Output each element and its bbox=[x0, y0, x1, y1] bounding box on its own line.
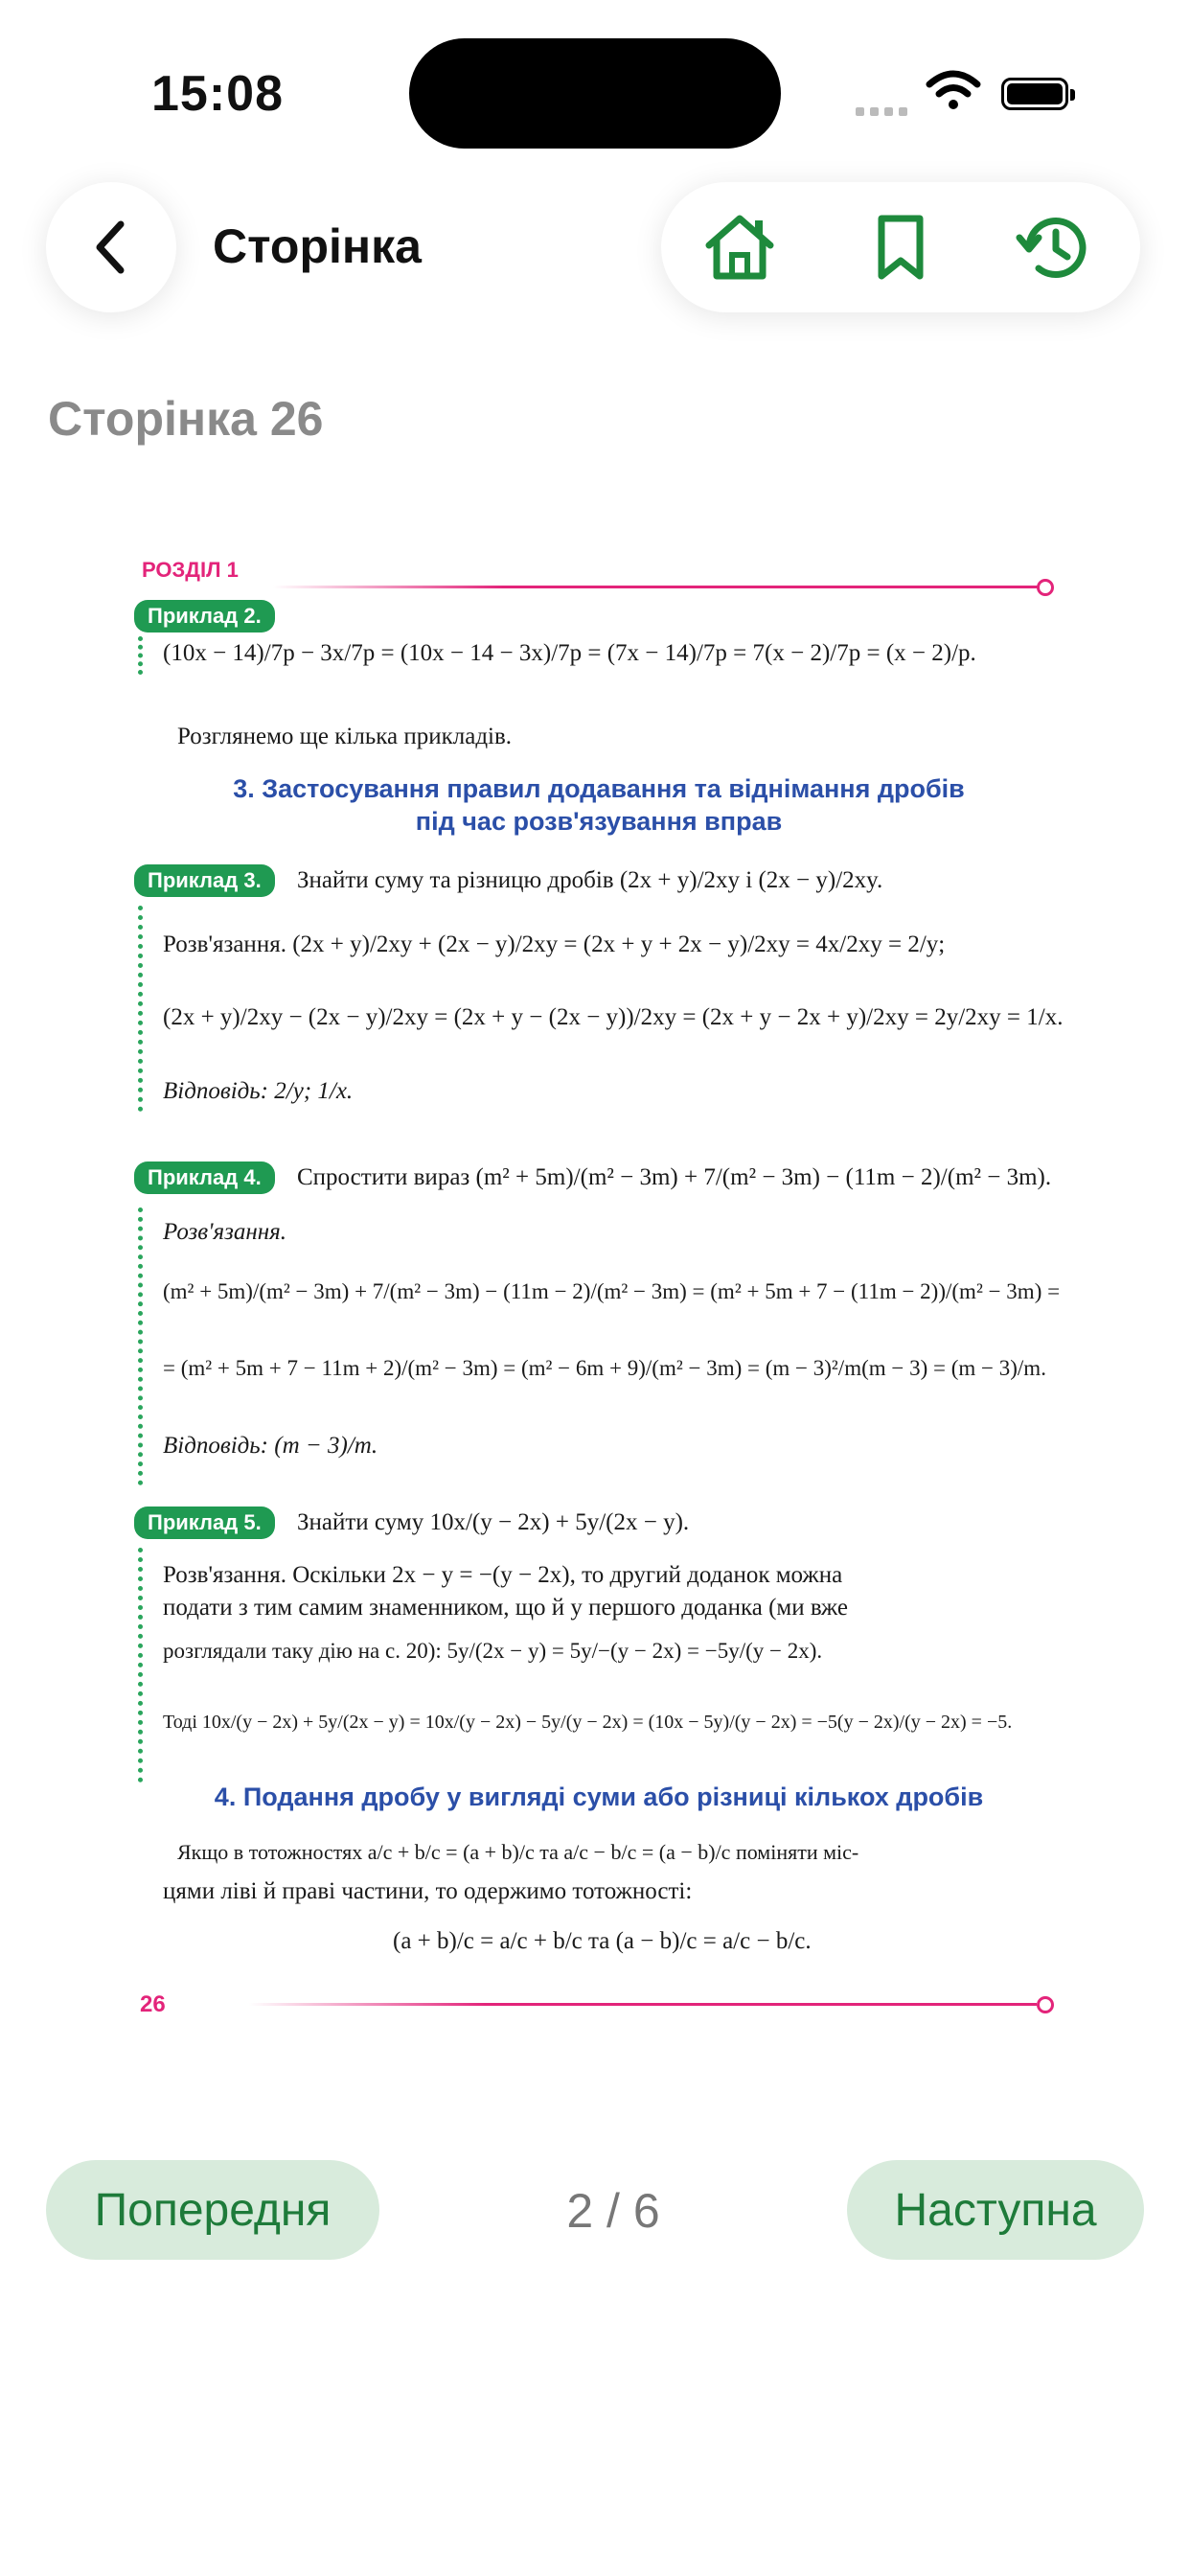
top-divider-dot bbox=[1037, 579, 1054, 596]
bottom-divider bbox=[249, 2003, 1037, 2006]
page-label: Сторінка 26 bbox=[48, 392, 324, 446]
chevron-left-icon bbox=[92, 218, 130, 276]
previous-button[interactable]: Попередня bbox=[46, 2160, 379, 2260]
example4-line1: (m² + 5m)/(m² − 3m) + 7/(m² − 3m) − (11m − 2)/(m² − 3m) = (m² + 5m + 7 − (11m − 2))/(m² − 3m) = bbox=[163, 1279, 1061, 1303]
para2: цями ліві й праві частини, то одержимо тотожності: bbox=[163, 1878, 693, 1904]
heading3-line2: під час розв'язування вправ bbox=[415, 807, 783, 836]
back-button[interactable] bbox=[46, 182, 176, 312]
history-button[interactable] bbox=[1016, 209, 1092, 286]
wifi-icon bbox=[926, 69, 981, 116]
cellular-signal-icon bbox=[856, 104, 913, 121]
history-icon bbox=[1016, 209, 1092, 286]
top-divider bbox=[273, 586, 1040, 588]
bottom-divider-dot bbox=[1037, 1996, 1054, 2013]
battery-icon bbox=[1001, 78, 1068, 110]
heading4: 4. Подання дробу у вигляді суми або різниці кількох дробів bbox=[214, 1782, 984, 1811]
example5-task: Знайти суму 10x/(y − 2x) + 5y/(2x − y). bbox=[297, 1509, 690, 1535]
example4-task: Спростити вираз (m² + 5m)/(m² − 3m) + 7/(m² − 3m) − (11m − 2)/(m² − 3m). bbox=[297, 1164, 1052, 1190]
page-counter: 2 / 6 bbox=[566, 2184, 660, 2238]
dynamic-island bbox=[409, 38, 781, 149]
status-time: 15:08 bbox=[151, 66, 284, 122]
example5-text4: Тоді 10x/(y − 2x) + 5y/(2x − y) = 10x/(y − 2x) − 5y/(y − 2x) = (10x − 5y)/(y − 2x) = −5(y − 2x)/(y − 2x) = −5. bbox=[163, 1712, 1013, 1733]
home-icon bbox=[701, 213, 778, 282]
example2-line1: (10x − 14)/7p − 3x/7p = (10x − 14 − 3x)/7p = (7x − 14)/7p = 7(x − 2)/7p = (x − 2)/p. bbox=[163, 640, 976, 666]
example2-line2: Розглянемо ще кілька прикладів. bbox=[177, 724, 513, 749]
example4-solution-label: Розв'язання. bbox=[163, 1219, 287, 1245]
book-page-number: 26 bbox=[140, 1991, 166, 2017]
example3-task: Знайти суму та різницю дробів (2x + y)/2xy і (2x − y)/2xy. bbox=[297, 867, 883, 893]
bookmark-icon bbox=[874, 213, 927, 282]
para1: Якщо в тотожностях a/c + b/c = (a + b)/c та a/c − b/c = (a − b)/c поміняти міс- bbox=[177, 1840, 859, 1864]
example4-line2: = (m² + 5m + 7 − 11m + 2)/(m² − 3m) = (m² − 6m + 9)/(m² − 3m) = (m − 3)²/m(m − 3) = (m − 3)/m. bbox=[163, 1356, 1046, 1380]
example5-label: Приклад 5. bbox=[134, 1506, 275, 1539]
book-page-image bbox=[134, 537, 1064, 2032]
example2-label: Приклад 2. bbox=[134, 600, 275, 632]
example2-dots bbox=[138, 636, 143, 675]
next-button[interactable]: Наступна bbox=[847, 2160, 1144, 2260]
example3-solution2: (2x + y)/2xy − (2x − y)/2xy = (2x + y − (2x − y))/2xy = (2x + y − 2x + y)/2xy = 2y/2xy = 1/x. bbox=[163, 1004, 1064, 1030]
example5-text1: Розв'язання. Оскільки 2x − y = −(y − 2x), то другий доданок можна bbox=[163, 1562, 843, 1588]
example3-solution1: Розв'язання. (2x + y)/2xy + (2x − y)/2xy = (2x + y + 2x − y)/2xy = 4x/2xy = 2/y; bbox=[163, 932, 946, 957]
example4-dots bbox=[138, 1208, 143, 1485]
example4-label: Приклад 4. bbox=[134, 1162, 275, 1194]
header-title: Сторінка bbox=[213, 219, 422, 273]
example3-dots bbox=[138, 906, 143, 1112]
heading3-line1: 3. Застосування правил додавання та віднімання дробів bbox=[233, 774, 965, 803]
example3-label: Приклад 3. bbox=[134, 864, 275, 897]
example5-text3: розглядали таку дію на с. 20): 5y/(2x − y) = 5y/−(y − 2x) = −5y/(y − 2x). bbox=[163, 1639, 823, 1663]
para3: (a + b)/c = a/c + b/c та (a − b)/c = a/c − b/c. bbox=[393, 1928, 812, 1954]
example4-answer: Відповідь: (m − 3)/m. bbox=[163, 1433, 378, 1459]
example5-text2: подати з тим самим знаменником, що й у першого доданка (ми вже bbox=[163, 1595, 848, 1621]
bookmark-button[interactable] bbox=[862, 209, 939, 286]
status-bar bbox=[0, 0, 1190, 144]
home-button[interactable] bbox=[701, 209, 778, 286]
section-label: РОЗДІЛ 1 bbox=[142, 558, 239, 582]
example3-answer: Відповідь: 2/y; 1/x. bbox=[163, 1078, 354, 1104]
example5-dots bbox=[138, 1548, 143, 1782]
header-actions bbox=[661, 182, 1140, 312]
